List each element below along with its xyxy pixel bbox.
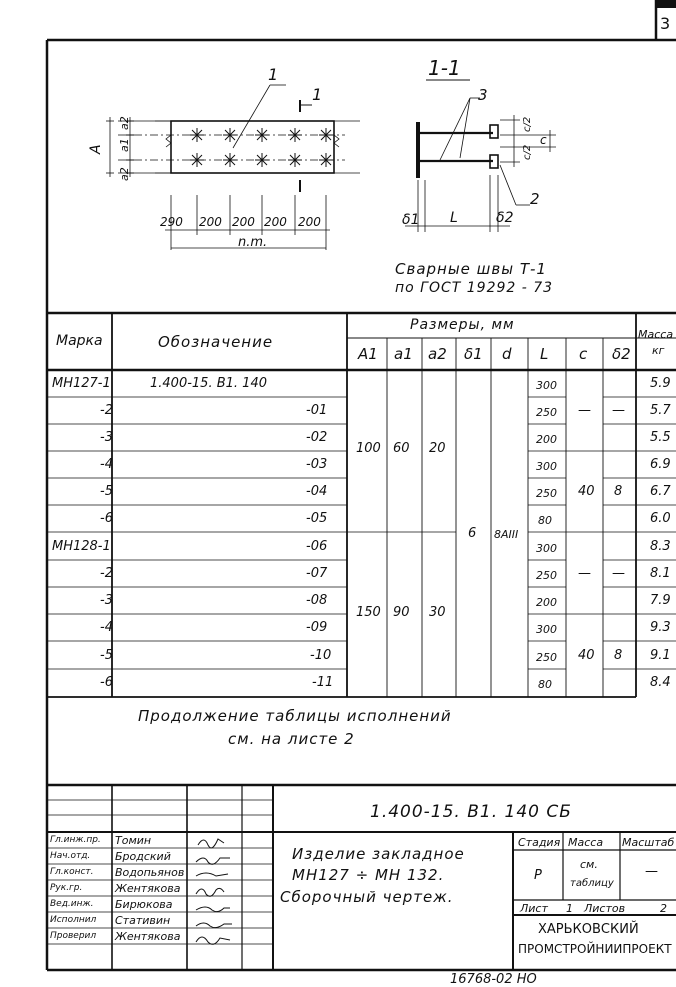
row-11-designation: -10 (310, 648, 332, 663)
row-12-L: 80 (538, 678, 552, 691)
row-1-L: 300 (536, 379, 557, 392)
doc-code: 1.400-15. В1. 140 СБ (370, 802, 572, 822)
row-3-designation: -02 (306, 430, 328, 445)
row-12-designation: -11 (312, 675, 334, 690)
continuation-line1: Продолжение таблицы исполнений (138, 707, 452, 725)
title-line1: Изделие закладное (292, 845, 465, 863)
weld-note-line1: Сварные швы Т-1 (395, 260, 547, 278)
person-7-name: Жентякова (115, 930, 181, 943)
sheet-label: Лист (520, 902, 548, 915)
row-11-mass: 9.1 (650, 648, 671, 663)
mass-label: Масса (568, 836, 604, 849)
row-4-mark: -4 (100, 457, 113, 472)
person-7-role: Проверил (50, 931, 97, 941)
g2-a2: 30 (429, 605, 446, 620)
sheet-value: 1 (566, 902, 573, 915)
dim-200-1: 200 (199, 215, 222, 229)
g2-d2-val: 8 (614, 648, 623, 663)
row-1-mark: МН127-1 (52, 376, 111, 391)
person-3-name: Водопьянов (115, 866, 185, 879)
scale-value: — (645, 864, 658, 879)
row-1-mass: 5.9 (650, 376, 671, 391)
g2-c-val: 40 (578, 648, 595, 663)
row-6-mass: 6.0 (650, 511, 671, 526)
sheets-value: 2 (660, 902, 667, 915)
hdr-designation: Обозначение (158, 333, 274, 351)
dim-delta1: δ1 (402, 212, 420, 228)
row-9-designation: -08 (306, 593, 328, 608)
dim-a2b: a2 (118, 167, 131, 181)
row-11-L: 250 (536, 651, 557, 664)
label-3: 3 (478, 86, 488, 104)
dim-delta2: δ2 (496, 210, 514, 226)
label-2: 2 (530, 190, 540, 208)
row-8-designation: -07 (306, 566, 328, 581)
org-line1: ХАРЬКОВСКИЙ (538, 922, 639, 937)
weld-note-line2: по ГОСТ 19292 - 73 (395, 280, 554, 296)
row-3-mass: 5.5 (650, 430, 671, 445)
g1-d2-dash: — (612, 403, 625, 418)
person-3-role: Гл.конст. (50, 867, 94, 877)
hdr-d2: δ2 (612, 345, 631, 363)
hdr-mark: Марка (56, 333, 103, 349)
person-4-role: Рук.гр. (50, 883, 83, 893)
section-label: 1-1 (428, 56, 461, 80)
row-2-mass: 5.7 (650, 403, 671, 418)
g2-c-dash: — (578, 566, 591, 581)
dim-200-4: 200 (298, 215, 321, 229)
label-1: 1 (268, 65, 279, 84)
g1-d2-val: 8 (614, 484, 623, 499)
row-5-mass: 6.7 (650, 484, 671, 499)
hdr-mass: Масса (638, 328, 674, 341)
row-9-L: 200 (536, 596, 557, 609)
dim-c: c (540, 133, 547, 147)
row-6-L: 80 (538, 514, 552, 527)
stage-value: Р (534, 868, 542, 883)
continuation-line2: см. на листе 2 (228, 730, 355, 748)
hdr-a1: a1 (394, 345, 413, 363)
person-2-name: Бродский (115, 850, 171, 863)
g1-a1: 60 (393, 441, 410, 456)
row-2-L: 250 (536, 406, 557, 419)
bottom-number: 16768-02 НО (450, 972, 537, 987)
dim-L: L (450, 210, 458, 226)
person-6-role: Исполнил (50, 915, 97, 925)
row-9-mass: 7.9 (650, 593, 671, 608)
row-4-mass: 6.9 (650, 457, 671, 472)
row-10-mark: -4 (100, 620, 113, 635)
dim-c-half-bot: c/2 (522, 144, 533, 160)
dim-overall: n.m. (238, 235, 268, 250)
g2-A: 150 (356, 605, 381, 620)
row-3-L: 200 (536, 433, 557, 446)
row-4-L: 300 (536, 460, 557, 473)
g1-c-dash: — (578, 403, 591, 418)
person-2-role: Нач.отд. (50, 851, 91, 861)
row-7-mark: МН128-1 (52, 539, 111, 554)
group-d: 8АIII (494, 528, 519, 541)
row-2-mark: -2 (100, 403, 113, 418)
person-1-role: Гл.инж.пр. (50, 835, 101, 845)
stage-label: Стадия (518, 836, 561, 849)
row-8-L: 250 (536, 569, 557, 582)
row-5-mark: -5 (100, 484, 113, 499)
row-2-designation: -01 (306, 403, 328, 418)
hdr-d1: δ1 (464, 345, 483, 363)
row-12-mass: 8.4 (650, 675, 671, 690)
dim-c-half-top: c/2 (522, 116, 533, 132)
row-7-mass: 8.3 (650, 539, 671, 554)
row-6-mark: -6 (100, 511, 113, 526)
row-1-designation: 1.400-15. В1. 140 (150, 376, 267, 391)
hdr-d: d (502, 345, 512, 363)
person-5-name: Бирюкова (115, 898, 173, 911)
dim-290: 290 (160, 215, 183, 229)
g2-a1: 90 (393, 605, 410, 620)
org-line2: ПРОМСТРОЙНИИПРОЕКТ (518, 942, 672, 956)
hdr-mass-unit: кг (652, 344, 665, 357)
title-line3: Сборочный чертеж. (280, 888, 454, 906)
dim-200-2: 200 (232, 215, 255, 229)
mass-value1: см. (580, 858, 598, 871)
sheet-number: 3 (660, 14, 671, 33)
hdr-c: c (579, 345, 588, 363)
sheets-label: Листов (584, 902, 626, 915)
dim-A: A (88, 144, 104, 154)
g1-c-val: 40 (578, 484, 595, 499)
row-9-mark: -3 (100, 593, 113, 608)
dim-a2: a2 (118, 116, 131, 130)
row-10-L: 300 (536, 623, 557, 636)
title-line2: МН127 ÷ МН 132. (292, 866, 445, 884)
row-10-mass: 9.3 (650, 620, 671, 635)
row-11-mark: -5 (100, 648, 113, 663)
person-4-name: Жентякова (115, 882, 181, 895)
group-delta1: 6 (468, 526, 477, 541)
hdr-dims: Размеры, мм (410, 317, 515, 333)
scale-label: Масштаб (622, 836, 675, 849)
row-8-mass: 8.1 (650, 566, 671, 581)
row-5-L: 250 (536, 487, 557, 500)
row-6-designation: -05 (306, 511, 328, 526)
hdr-a2: a2 (428, 345, 447, 363)
row-12-mark: -6 (100, 675, 113, 690)
dim-a1: a1 (118, 138, 131, 152)
dim-200-3: 200 (264, 215, 287, 229)
person-1-name: Томин (115, 834, 152, 847)
row-5-designation: -04 (306, 484, 328, 499)
mass-value2: таблицу (570, 878, 614, 889)
g2-d2-dash: — (612, 566, 625, 581)
row-10-designation: -09 (306, 620, 328, 635)
row-4-designation: -03 (306, 457, 328, 472)
row-8-mark: -2 (100, 566, 113, 581)
row-7-designation: -06 (306, 539, 328, 554)
person-6-name: Стативин (115, 914, 171, 927)
hdr-A1: A1 (358, 345, 378, 363)
row-3-mark: -3 (100, 430, 113, 445)
cut-label: 1 (312, 85, 323, 104)
g1-a2: 20 (429, 441, 446, 456)
row-7-L: 300 (536, 542, 557, 555)
person-5-role: Вед.инж. (50, 899, 94, 909)
g1-A: 100 (356, 441, 381, 456)
hdr-L: L (540, 345, 549, 363)
